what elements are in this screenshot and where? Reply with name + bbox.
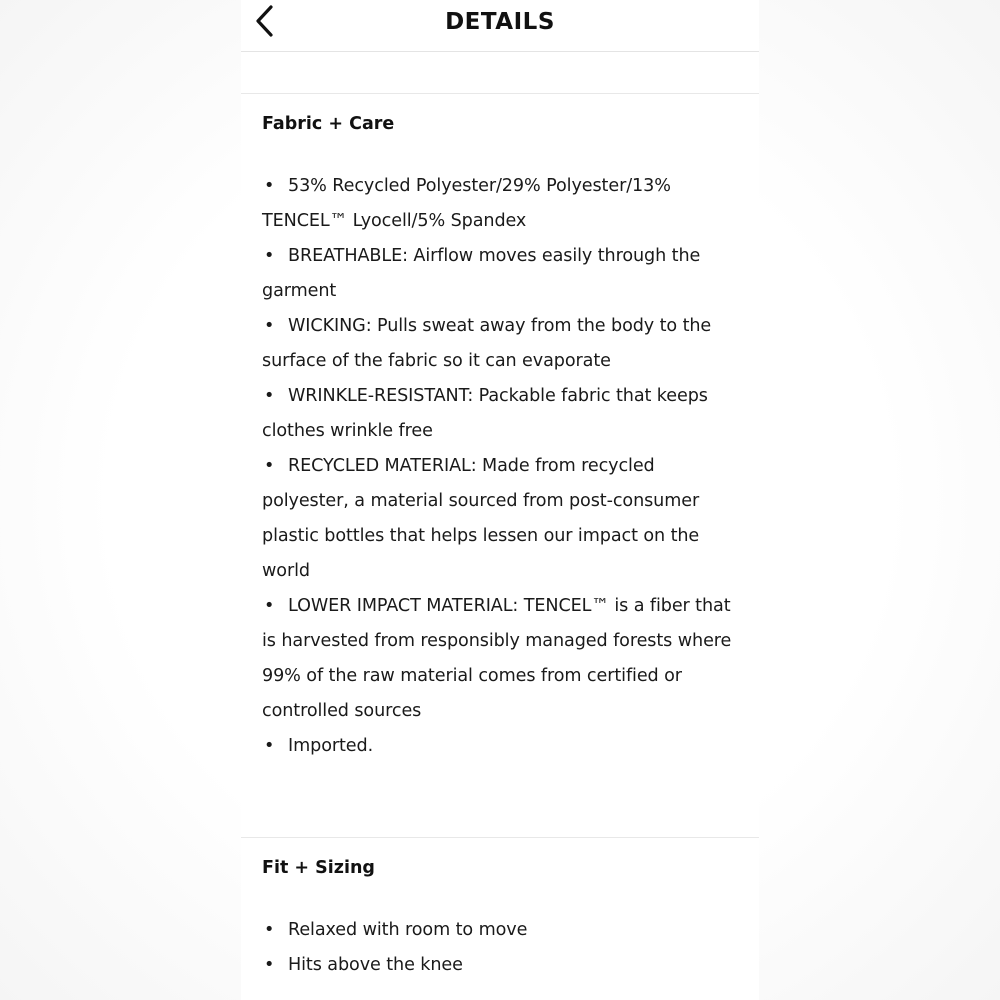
list-item [262, 913, 743, 948]
list-item-text: WRINKLE-RESISTANT: Packable fabric that keeps clothes wrinkle free [262, 386, 708, 441]
divider [241, 837, 759, 838]
list-item-text: RECYCLED MATERIAL: Made from recycled polyester, a material sourced from post-consumer plastic bottles that helps lessen our impact on the world [262, 456, 700, 581]
page-title: DETAILS [445, 9, 555, 35]
fabric-care-section [262, 112, 743, 764]
bullet-dot: • [264, 736, 275, 756]
bullet-dot: • [264, 386, 275, 406]
list-item [262, 309, 743, 379]
list-item-text: WICKING: Pulls sweat away from the body to the surface of the fabric so it can evaporate [262, 316, 712, 371]
bullet-dot: • [264, 246, 275, 266]
list-item [262, 239, 743, 309]
list-item [262, 379, 743, 449]
bullet-dot: • [264, 176, 275, 196]
list-item-text: 53% Recycled Polyester/29% Polyester/13% TENCEL™ Lyocell/5% Spandex [262, 176, 671, 231]
fit-sizing-list [262, 913, 743, 983]
bullet-dot: • [264, 456, 275, 476]
list-item [262, 948, 743, 983]
list-item-text: BREATHABLE: Airflow moves easily through the garment [262, 246, 701, 301]
list-item [262, 589, 743, 729]
section-title: Fabric + Care [262, 114, 395, 134]
list-item [262, 729, 743, 764]
list-item [262, 169, 743, 239]
fit-sizing-section [262, 856, 743, 983]
list-item-text: LOWER IMPACT MATERIAL: TENCEL™ is a fiber that is harvested from responsibly managed forests where 99% of the raw material comes from certified or controlled sources [262, 596, 732, 721]
list-item-text: Hits above the knee [288, 955, 463, 975]
top-nav-bar [241, 0, 759, 52]
divider [241, 93, 759, 94]
bullet-dot: • [264, 316, 275, 336]
section-title: Fit + Sizing [262, 858, 375, 878]
list-item-text: Relaxed with room to move [288, 920, 528, 940]
fabric-care-list [262, 169, 743, 764]
bullet-dot: • [264, 920, 275, 940]
bullet-dot: • [264, 955, 275, 975]
details-screen [241, 0, 759, 1000]
list-item [262, 449, 743, 589]
bullet-dot: • [264, 596, 275, 616]
list-item-text: Imported. [288, 736, 374, 756]
